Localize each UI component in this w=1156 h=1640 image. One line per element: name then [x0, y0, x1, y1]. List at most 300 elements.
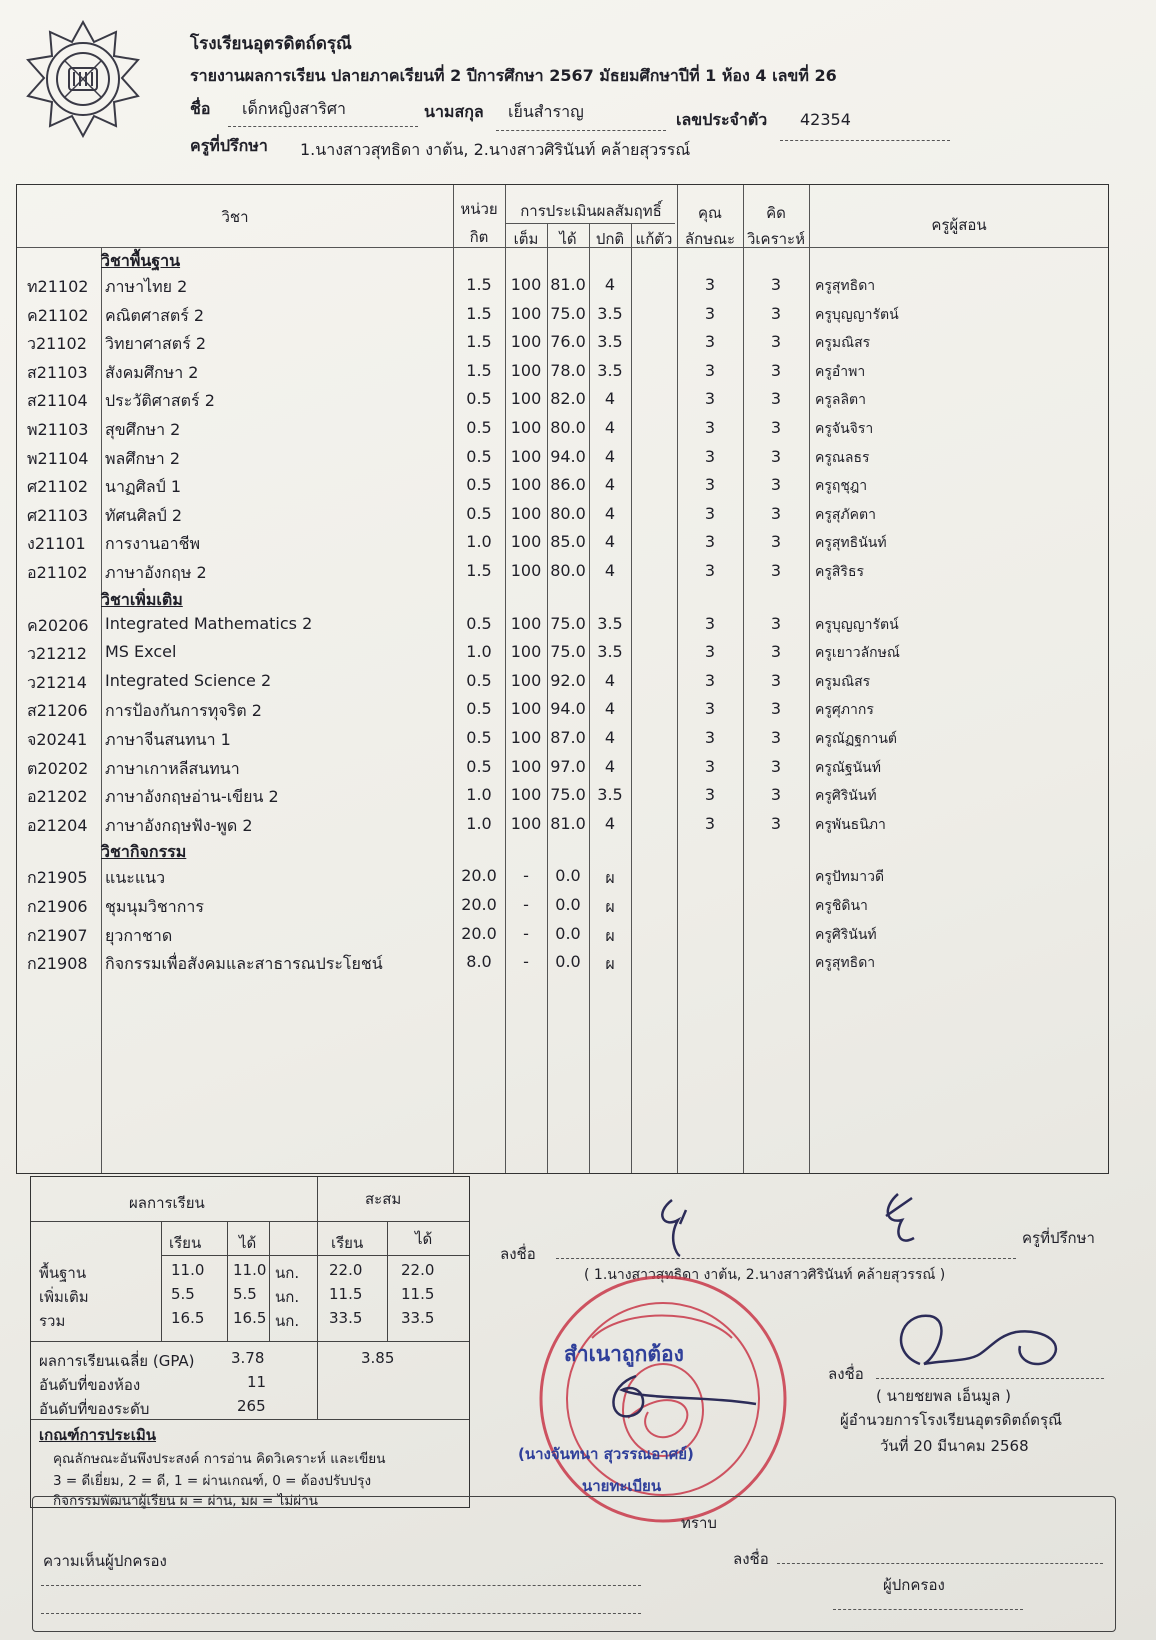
grades-table [16, 184, 1109, 1174]
cell-teacher: ครูสุทธิดา [815, 955, 876, 972]
table-row [17, 443, 1108, 471]
cell-code: อ21202 [27, 787, 88, 807]
cell-full: 100 [510, 418, 542, 437]
cell-got: 94.0 [550, 699, 586, 719]
cell-name: MS Excel [105, 642, 177, 662]
cell-think: 3 [770, 756, 782, 776]
header-char-top: คุณ [698, 204, 722, 222]
summary-cum_got: 22.0 [401, 1261, 435, 1279]
cell-full: - [523, 895, 529, 914]
cell-think: 3 [770, 728, 782, 747]
parent-sign-line [777, 1563, 1103, 1564]
cell-char: 3 [704, 699, 716, 719]
cell-got: 76.0 [550, 332, 586, 352]
cell-teacher: ครูศุภากร [815, 702, 874, 719]
cell-credit: 1.5 [466, 360, 492, 380]
cell-code: ก21908 [27, 954, 88, 974]
summary-got-header: ได้ [239, 1234, 257, 1252]
cell-normal: 4 [604, 418, 616, 437]
cell-name: สุขศึกษา 2 [105, 420, 181, 439]
cell-code: ค20206 [27, 615, 89, 635]
cell-name: ภาษาไทย 2 [105, 277, 188, 296]
cell-teacher: ครูสุภัคตา [815, 506, 876, 523]
cell-credit: 0.5 [466, 699, 492, 719]
cell-credit: 0.5 [466, 418, 492, 437]
cell-teacher: ครูพันธนิภา [815, 816, 886, 833]
cell-code: ศ21102 [27, 477, 89, 497]
cell-think: 3 [770, 813, 782, 833]
stamp-registrar-name: (นางจันทนา สุวรรณอาศย์) [518, 1445, 694, 1463]
cell-char: 3 [704, 561, 716, 580]
cell-code: ส21206 [27, 701, 88, 721]
room-rank-label: อันดับที่ของห้อง [39, 1376, 141, 1394]
summary-cum-learn-header: เรียน [331, 1234, 364, 1252]
cell-name: พลศึกษา 2 [105, 448, 180, 468]
table-row [17, 862, 1108, 890]
cell-normal: 4 [604, 728, 616, 747]
cell-normal: ผ [605, 868, 615, 888]
criteria-line-3: กิจกรรมพัฒนาผู้เรียน ผ = ผ่าน, มผ = ไม่ผ่าน [53, 1493, 318, 1509]
cell-code: ว21102 [27, 334, 87, 354]
cell-code: อ21102 [27, 563, 88, 582]
school-seal-icon [24, 20, 142, 138]
cell-full: 100 [510, 475, 542, 495]
cell-credit: 1.0 [466, 532, 492, 552]
cell-char: 3 [704, 303, 716, 323]
cell-normal: 3.5 [597, 613, 623, 633]
table-row [17, 328, 1108, 356]
surname-label: นามสกุล [424, 102, 484, 121]
cell-normal: 4 [604, 561, 616, 580]
cell-code: ก21905 [27, 868, 88, 888]
cell-got: 75.0 [550, 642, 586, 662]
cell-teacher: ครูศิรินันท์ [815, 926, 877, 943]
gpa-label: ผลการเรียนเฉลี่ย (GPA) [39, 1352, 195, 1370]
cell-name: คณิตศาสตร์ 2 [105, 305, 205, 325]
summary-cum_learn: 33.5 [329, 1309, 363, 1327]
cell-normal: 3.5 [597, 303, 623, 323]
section-title: วิชากิจกรรม [101, 842, 187, 862]
cell-credit: 0.5 [466, 613, 492, 633]
gpa-value: 3.78 [231, 1349, 265, 1367]
cell-think: 3 [770, 389, 782, 409]
school-name: โรงเรียนอุตรดิตถ์ดรุณี [190, 34, 352, 54]
cell-got: 82.0 [550, 389, 586, 409]
cell-normal: 4 [604, 446, 616, 466]
advisor-label: ครูที่ปรึกษา [190, 136, 268, 155]
cell-teacher: ครูมณิสร [815, 673, 871, 690]
summary-learn: 5.5 [171, 1285, 195, 1303]
cell-normal: 4 [604, 503, 616, 523]
cell-credit: 1.0 [466, 813, 492, 833]
cell-got: 80.0 [550, 503, 586, 523]
cell-normal: 4 [604, 532, 616, 552]
cell-name: กิจกรรมเพื่อสังคมและสาธารณประโยชน์ [105, 954, 383, 974]
cell-got: 0.0 [555, 923, 581, 943]
parent-sign-label: ลงชื่อ [733, 1550, 769, 1568]
header-credit-top: หน่วย [460, 200, 498, 218]
cell-think: 3 [770, 360, 782, 380]
cell-full: 100 [510, 360, 542, 380]
cell-think: 3 [770, 503, 782, 523]
section-title: วิชาพื้นฐาน [101, 251, 181, 270]
summary-got: 11.0 [233, 1261, 267, 1279]
cell-credit: 1.5 [466, 561, 492, 580]
cell-full: 100 [510, 785, 542, 805]
cell-char: 3 [704, 389, 716, 409]
cell-credit: 20.0 [461, 923, 497, 943]
cell-got: 86.0 [550, 475, 586, 495]
summary-learn-header: เรียน [169, 1234, 202, 1252]
cell-char: 3 [704, 756, 716, 776]
advisor-sign-label: ลงชื่อ [500, 1245, 536, 1263]
cell-think: 3 [770, 670, 782, 690]
table-row [17, 781, 1108, 809]
cell-got: 87.0 [550, 728, 586, 747]
cell-teacher: ครูสิริธร [815, 564, 865, 580]
cell-char: 3 [704, 670, 716, 690]
cell-normal: 4 [604, 475, 616, 495]
cell-name: ยุวกาชาด [105, 925, 173, 945]
table-row [17, 471, 1108, 499]
cell-full: 100 [510, 670, 542, 690]
table-row [17, 667, 1108, 695]
summary-label: เพิ่มเติม [39, 1288, 89, 1306]
header-think-top: คิด [766, 204, 786, 222]
cell-code: จ20241 [27, 730, 88, 749]
cell-teacher: ครูฤชุฎา [815, 478, 868, 495]
cell-code: ส21103 [27, 362, 88, 382]
cell-teacher: ครูจันจิรา [815, 421, 874, 437]
cell-full: 100 [510, 275, 542, 294]
cell-got: 0.0 [555, 952, 581, 972]
summary-cum_learn: 22.0 [329, 1261, 363, 1279]
cell-char: 3 [704, 728, 716, 747]
cell-normal: 4 [604, 389, 616, 409]
cell-normal: 3.5 [597, 642, 623, 662]
id-dotline [780, 140, 950, 141]
cell-teacher: ครูปัทมาวดี [815, 869, 885, 886]
cell-think: 3 [770, 699, 782, 719]
cell-name: ภาษาอังกฤษ 2 [105, 563, 207, 582]
cell-think: 3 [770, 642, 782, 662]
registrar-signature [586, 1366, 776, 1430]
cell-char: 3 [704, 503, 716, 523]
cell-code: ศ21103 [27, 505, 89, 525]
cell-teacher: ครูชิดินา [815, 898, 868, 914]
cell-normal: 4 [604, 756, 616, 776]
student-id: 42354 [800, 110, 851, 129]
cell-char: 3 [704, 532, 716, 552]
criteria-line-2: 3 = ดีเยี่ยม, 2 = ดี, 1 = ผ่านเกณฑ์, 0 = ต้องปรับปรุง [53, 1473, 372, 1489]
cell-think: 3 [770, 446, 782, 466]
cell-full: 100 [510, 756, 542, 776]
cell-name: ชุมนุมวิชาการ [105, 897, 204, 916]
student-surname: เย็นสำราญ [508, 102, 584, 121]
sign-date: วันที่ 20 มีนาคม 2568 [880, 1437, 1029, 1455]
advisor-sign-names: ( 1.นางสาวสุทธิดา งาต้น, 2.นางสาวศิรินันท์ คล้ายสุวรรณ์ ) [584, 1267, 946, 1283]
summary-cumulative-header: สะสม [365, 1190, 402, 1208]
cell-code: ค21102 [27, 305, 89, 325]
student-id-label: เลขประจำตัว [676, 110, 768, 129]
cell-char: 3 [704, 418, 716, 437]
summary-box [30, 1176, 470, 1508]
cell-char: 3 [704, 446, 716, 466]
stamp-registrar-role: นายทะเบียน [582, 1477, 662, 1495]
cell-credit: 0.5 [466, 670, 492, 690]
cell-char: 3 [704, 642, 716, 662]
cell-got: 0.0 [555, 895, 581, 914]
cell-got: 85.0 [550, 532, 586, 552]
cell-teacher: ครูบุญญารัตน์ [815, 306, 899, 323]
header-assessment: การประเมินผลสัมฤทธิ์ [520, 202, 662, 220]
parent-date-line [833, 1609, 1023, 1610]
parent-comment-line-1 [41, 1585, 641, 1586]
summary-result-header: ผลการเรียน [129, 1194, 205, 1212]
criteria-title: เกณฑ์การประเมิน [39, 1426, 157, 1444]
summary-label: รวม [39, 1312, 66, 1330]
cell-got: 80.0 [550, 561, 586, 580]
advisor-role: ครูที่ปรึกษา [1022, 1229, 1095, 1247]
cell-normal: 3.5 [597, 360, 623, 380]
summary-cum_got: 11.5 [401, 1285, 435, 1303]
table-row [17, 528, 1108, 556]
director-role: ผู้อำนวยการโรงเรียนอุตรดิตถ์ดรุณี [840, 1411, 1062, 1429]
cell-code: ว21212 [27, 644, 87, 664]
cell-got: 0.0 [555, 866, 581, 886]
cell-full: 100 [510, 613, 542, 633]
cell-code: อ21204 [27, 815, 88, 835]
cell-code: ก21906 [27, 897, 88, 916]
cell-teacher: ครูณัฏฐกานต์ [815, 731, 897, 747]
table-row [17, 753, 1108, 781]
cell-normal: 4 [604, 699, 616, 719]
table-row [17, 891, 1108, 919]
table-row [17, 557, 1108, 585]
cell-name: ภาษาอังกฤษอ่าน-เขียน 2 [105, 787, 279, 807]
cell-normal: 4 [604, 813, 616, 833]
cell-think: 3 [770, 418, 782, 437]
cell-name: ภาษาอังกฤษฟัง-พูด 2 [105, 815, 253, 835]
cell-full: 100 [510, 642, 542, 662]
cell-credit: 0.5 [466, 756, 492, 776]
cell-teacher: ครูเยาวลักษณ์ [815, 645, 900, 662]
summary-unit: นก. [275, 1264, 300, 1282]
cell-full: 100 [510, 561, 542, 580]
cell-got: 92.0 [550, 670, 586, 690]
cell-char: 3 [704, 785, 716, 805]
cell-credit: 8.0 [466, 952, 492, 972]
header-char-bottom: ลักษณะ [684, 230, 736, 248]
table-row [17, 724, 1108, 752]
cell-name: ภาษาเกาหลีสนทนา [105, 758, 240, 778]
cell-full: 100 [510, 728, 542, 747]
cell-credit: 0.5 [466, 446, 492, 466]
table-row [17, 638, 1108, 666]
cell-full: 100 [510, 389, 542, 409]
cell-full: - [523, 952, 529, 972]
cell-think: 3 [770, 475, 782, 495]
cell-think: 3 [770, 275, 782, 294]
cell-name: Integrated Science 2 [105, 670, 272, 690]
cell-full: 100 [510, 503, 542, 523]
header-credit-bottom: กิต [469, 228, 489, 246]
summary-label: พื้นฐาน [39, 1264, 87, 1282]
cell-got: 80.0 [550, 418, 586, 437]
cell-code: ง21101 [27, 534, 86, 554]
cell-name: การป้องกันการทุจริต 2 [105, 701, 262, 721]
cell-code: พ21104 [27, 448, 89, 468]
summary-cum_learn: 11.5 [329, 1285, 363, 1303]
cell-think: 3 [770, 332, 782, 352]
cell-normal: 4 [604, 670, 616, 690]
cell-code: ก21907 [27, 925, 88, 945]
header-teacher: ครูผู้สอน [931, 216, 987, 234]
section-title: วิชาเพิ่มเติม [101, 589, 183, 609]
surname-dotline [496, 130, 666, 131]
header-normal: ปกติ [595, 230, 625, 248]
director-sign-label: ลงชื่อ [828, 1365, 864, 1383]
table-row [17, 920, 1108, 948]
cell-normal: ผ [605, 897, 615, 916]
advisor-names: 1.นางสาวสุทธิดา งาต้น, 2.นางสาวศิรินันท์ คล้ายสุวรรณ์ [300, 140, 691, 159]
cell-got: 78.0 [550, 360, 586, 380]
cell-teacher: ครูบุญญารัตน์ [815, 616, 899, 633]
cell-credit: 0.5 [466, 389, 492, 409]
cell-code: พ21103 [27, 420, 89, 439]
cell-name: ภาษาจีนสนทนา 1 [105, 730, 231, 749]
cell-char: 3 [704, 475, 716, 495]
cell-got: 94.0 [550, 446, 586, 466]
header-subject: วิชา [221, 208, 249, 226]
summary-cum_got: 33.5 [401, 1309, 435, 1327]
cell-name: สังคมศึกษา 2 [105, 362, 199, 382]
table-row [17, 948, 1108, 976]
table-row [17, 271, 1108, 299]
cell-char: 3 [704, 613, 716, 633]
cell-full: 100 [510, 813, 542, 833]
table-row [17, 357, 1108, 385]
cell-teacher: ครูอำพา [815, 363, 866, 380]
cell-name: วิทยาศาสตร์ 2 [105, 334, 207, 354]
cell-think: 3 [770, 561, 782, 580]
header-got: ได้ [559, 230, 577, 248]
cell-teacher: ครูศิรินันท์ [815, 788, 877, 805]
cell-think: 3 [770, 532, 782, 552]
cell-normal: ผ [605, 954, 615, 974]
student-name: เด็กหญิงสาริศา [242, 99, 347, 118]
cell-name: การงานอาชีพ [105, 534, 200, 554]
cell-full: 100 [510, 699, 542, 719]
cell-credit: 0.5 [466, 503, 492, 523]
cell-code: ว21214 [27, 672, 87, 692]
cell-name: แนะแนว [105, 868, 166, 888]
summary-unit: นก. [275, 1312, 300, 1330]
table-row [17, 810, 1108, 838]
report-title: รายงานผลการเรียน ปลายภาคเรียนที่ 2 ปีการศึกษา 2567 มัธยมศึกษาปีที่ 1 ห้อง 4 เลขที่ 26 [190, 66, 837, 85]
criteria-line-1: คุณลักษณะอันพึงประสงค์ การอ่าน คิดวิเคราะห์ และเขียน [53, 1451, 386, 1467]
summary-learn: 16.5 [171, 1309, 205, 1327]
cell-teacher: ครูสุทธินันท์ [815, 535, 887, 552]
cell-full: - [523, 866, 529, 886]
cell-char: 3 [704, 813, 716, 833]
cell-name: นาฏศิลป์ 1 [105, 477, 182, 497]
parent-comment-line-2 [41, 1613, 641, 1614]
cell-got: 75.0 [550, 303, 586, 323]
cell-teacher: ครูมณิสร [815, 335, 871, 352]
table-row [17, 610, 1108, 638]
parent-role: ผู้ปกครอง [883, 1576, 945, 1594]
cell-char: 3 [704, 275, 716, 294]
table-row [17, 414, 1108, 442]
cell-credit: 1.5 [466, 303, 492, 323]
header-fix: แก้ตัว [635, 230, 673, 248]
stamp-certified-text: สำเนาถูกต้อง [564, 1342, 684, 1366]
header-full: เต็ม [513, 230, 539, 248]
cell-name: ทัศนศิลป์ 2 [105, 505, 183, 525]
cell-think: 3 [770, 785, 782, 805]
cell-got: 81.0 [550, 275, 586, 294]
cell-full: 100 [510, 332, 542, 352]
cell-name: ประวัติศาสตร์ 2 [105, 391, 215, 411]
cell-credit: 1.0 [466, 785, 492, 805]
cell-got: 75.0 [550, 613, 586, 633]
cell-credit: 0.5 [466, 475, 492, 495]
cell-credit: 1.5 [466, 275, 492, 294]
cell-normal: 3.5 [597, 332, 623, 352]
summary-unit: นก. [275, 1288, 300, 1306]
cell-full: 100 [510, 446, 542, 466]
cell-teacher: ครูณลธร [815, 449, 870, 466]
director-sign-line [876, 1378, 1104, 1379]
student-name-label: ชื่อ [190, 99, 211, 118]
table-row [17, 300, 1108, 328]
director-signature [880, 1306, 1080, 1378]
level-rank-label: อันดับที่ของระดับ [39, 1400, 150, 1418]
cell-name: Integrated Mathematics 2 [105, 613, 313, 633]
cell-teacher: ครูสุทธิดา [815, 278, 876, 294]
cell-credit: 0.5 [466, 728, 492, 747]
cell-full: 100 [510, 303, 542, 323]
room-rank-value: 11 [247, 1373, 267, 1391]
cell-normal: ผ [605, 925, 615, 945]
cell-normal: 4 [604, 275, 616, 294]
cell-got: 97.0 [550, 756, 586, 776]
name-dotline [228, 126, 418, 127]
cell-normal: 3.5 [597, 785, 623, 805]
cell-code: ต20202 [27, 758, 89, 778]
table-row [17, 695, 1108, 723]
summary-got: 5.5 [233, 1285, 257, 1303]
table-row [17, 385, 1108, 413]
cell-think: 3 [770, 613, 782, 633]
cell-got: 75.0 [550, 785, 586, 805]
cumulative-gpa-value: 3.85 [361, 1349, 395, 1367]
summary-got: 16.5 [233, 1309, 267, 1327]
cell-full: - [523, 923, 529, 943]
cell-code: ส21104 [27, 391, 88, 411]
table-row [17, 500, 1108, 528]
cell-credit: 1.5 [466, 332, 492, 352]
parent-comment-label: ความเห็นผู้ปกครอง [43, 1552, 167, 1570]
cell-got: 81.0 [550, 813, 586, 833]
cell-full: 100 [510, 532, 542, 552]
acknowledge-label: ทราบ [681, 1514, 717, 1532]
cell-credit: 20.0 [461, 866, 497, 886]
cell-credit: 20.0 [461, 895, 497, 914]
cell-teacher: ครูลลิตา [815, 392, 866, 409]
level-rank-value: 265 [237, 1397, 266, 1415]
